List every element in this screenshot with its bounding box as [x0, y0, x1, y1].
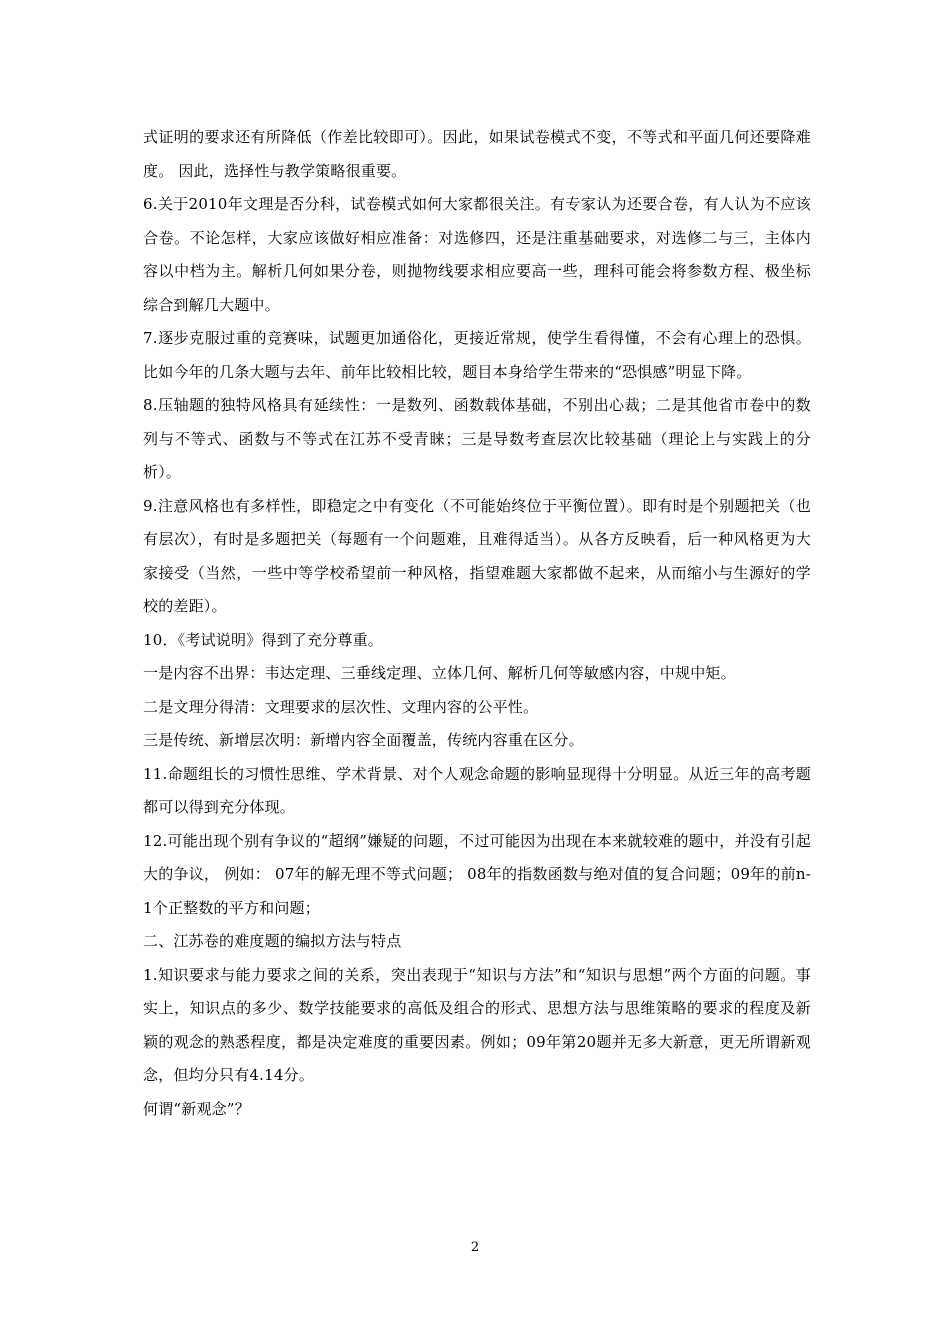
paragraph-item-8: 8.压轴题的独特风格具有延续性：一是数列、函数载体基础，不别出心裁；二是其他省市卷中的数列与不等式、函数与不等式在江苏不受青睐；三是导数考查层次比较基础（理论上与实践上的分析）。 — [143, 396, 811, 481]
paragraph-item-10-point-2: 二是文理分得清：文理要求的层次性、文理内容的公平性。 — [143, 697, 539, 716]
page-number: 2 — [470, 1240, 480, 1255]
paragraph-item-6: 6.关于2010年文理是否分科，试卷模式如何大家都很关注。有专家认为还要合卷，有人认为不应该合卷。不论怎样，大家应该做好相应准备：对选修四，还是注重基础要求，对选修二与三，主体内容以中档为主。解析几何如果分卷，则抛物线要求相应要高一些，理科可能会将参数方程、极坐标综合到解几大题中。 — [143, 195, 811, 314]
paragraph-item-11: 11.命题组长的习惯性思维、学术背景、对个人观念命题的影响显现得十分明显。从近三年的高考题都可以得到充分体现。 — [143, 764, 811, 816]
paragraph-section-2-item-1: 1.知识要求与能力要求之间的关系，突出表现于“知识与方法”和“知识与思想”两个方面的问题。事实上，知识点的多少、数学技能要求的高低及组合的形式、思想方法与思维策略的要求的程度及新颖的观念的熟悉程度，都是决定难度的重要因素。例如；09年第20题并无多大新意，更无所谓新观念，但均分只有4.14分。 — [143, 965, 811, 1084]
paragraph-item-7: 7.逐步克服过重的竞赛味，试题更加通俗化，更接近常规，使学生看得懂，不会有心理上的恐惧。比如今年的几条大题与去年、前年比较相比较，题目本身给学生带来的“恐惧感”明显下降。 — [143, 329, 811, 381]
paragraph-item-10-point-1: 一是内容不出界：韦达定理、三垂线定理、立体几何、解析几何等敏感内容，中规中矩。 — [143, 664, 736, 682]
paragraph-question: 何谓“新观念”？ — [143, 1099, 250, 1118]
section-heading-2: 二、江苏卷的难度题的编拟方法与特点 — [143, 932, 402, 950]
paragraph-continuation: 式证明的要求还有所降低（作差比较即可）。因此，如果试卷模式不变，不等式和平面几何还要降难度。 因此，选择性与教学策略很重要。 — [143, 128, 811, 180]
paragraph-item-12: 12.可能出现个别有争议的“超纲”嫌疑的问题，不过可能因为出现在本来就较难的题中，并没有引起大的争议， 例如： 07年的解无理不等式问题； 08年的指数函数与绝对值的复合问题；09年的前n-1个正整数的平方和问题； — [143, 831, 811, 917]
paragraph-item-9: 9.注意风格也有多样性，即稳定之中有变化（不可能始终位于平衡位置）。即有时是个别题把关（也有层次），有时是多题把关（每题有一个问题难，且难得适当）。从各方反映看，后一种风格更为大家接受（当然，一些中等学校希望前一种风格，指望难题大家都做不起来，从而缩小与生源好的学校的差距）。 — [143, 496, 811, 615]
document-body — [143, 121, 811, 1126]
paragraph-item-10-point-3: 三是传统、新增层次明：新增内容全面覆盖，传统内容重在区分。 — [143, 731, 584, 749]
paragraph-item-10: 10．《考试说明》得到了充分尊重。 — [143, 630, 383, 649]
